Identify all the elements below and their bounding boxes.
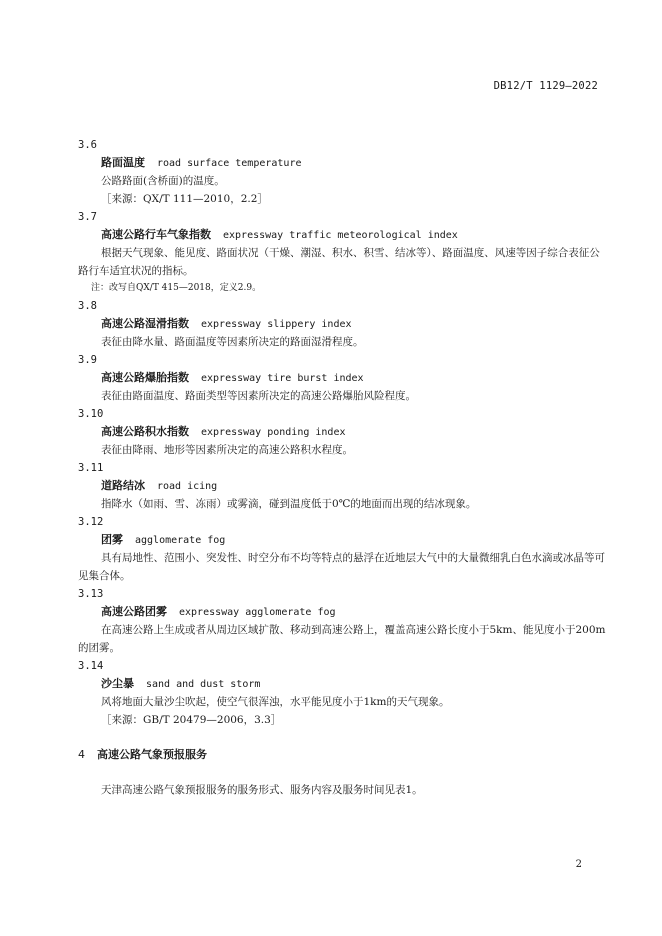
term-entry-3-11 [78, 459, 608, 513]
term-en: road surface temperature [157, 158, 302, 169]
term-entry-3-6 [78, 136, 608, 208]
entry-number: 3.8 [78, 300, 97, 312]
term-heading [78, 154, 608, 172]
term-heading [78, 315, 608, 333]
section-paragraph: 天津高速公路气象预报服务的服务形式、服务内容及服务时间见表1。 [101, 784, 423, 796]
term-definition: 公路路面(含桥面)的温度。 [101, 175, 225, 187]
term-entry-3-8 [78, 297, 608, 351]
term-zh: 高速公路积水指数 [101, 425, 189, 438]
term-en: agglomerate fog [135, 535, 226, 546]
term-zh: 高速公路行车气象指数 [101, 228, 211, 241]
term-en: expressway ponding index [201, 427, 346, 438]
term-entry-3-7 [78, 208, 608, 297]
term-entry-3-12 [78, 513, 608, 585]
term-definition: 表征由降水量、路面温度等因素所决定的路面湿滑程度。 [101, 336, 364, 348]
section-title: 高速公路气象预报服务 [97, 748, 207, 761]
term-zh: 高速公路团雾 [101, 605, 167, 618]
term-zh: 沙尘暴 [101, 677, 134, 690]
term-heading [78, 369, 608, 387]
entry-number: 3.6 [78, 139, 97, 151]
page-number: 2 [575, 859, 582, 870]
term-definition: 风将地面大量沙尘吹起，使空气很浑浊，水平能见度小于1km的天气现象。 [101, 696, 450, 708]
entry-number: 3.13 [78, 588, 104, 600]
term-heading [78, 531, 608, 549]
term-entry-3-13 [78, 585, 608, 657]
entry-number: 3.9 [78, 354, 97, 366]
section-heading [78, 746, 608, 764]
term-entry-3-10 [78, 405, 608, 459]
term-definition: 在高速公路上生成或者从周边区域扩散、移动到高速公路上，覆盖高速公路长度小于5km、能见度小于200m的团雾。 [78, 624, 606, 654]
entry-number: 3.7 [78, 211, 97, 223]
entry-number: 3.10 [78, 408, 104, 420]
term-definition: 根据天气现象、能见度、路面状况（干燥、潮湿、积水、积雪、结冰等）、路面温度、风速等因子综合表征公路行车适宜状况的指标。 [78, 247, 600, 277]
term-note: 注：改写自QX/T 415—2018，定义2.9。 [91, 283, 262, 293]
term-source: ［来源：GB/T 20479—2006，3.3］ [101, 714, 282, 726]
term-en: expressway tire burst index [201, 373, 364, 384]
term-en: road icing [157, 481, 218, 492]
term-heading [78, 675, 608, 693]
term-zh: 路面温度 [101, 156, 145, 169]
section-number: 4 [78, 748, 85, 761]
term-entry-3-9 [78, 351, 608, 405]
term-zh: 团雾 [101, 533, 123, 546]
term-heading [78, 603, 608, 621]
term-en: expressway agglomerate fog [179, 607, 336, 618]
entry-number: 3.11 [78, 462, 104, 474]
entry-number: 3.14 [78, 660, 104, 672]
term-en: sand and dust storm [146, 679, 261, 690]
term-en: expressway slippery index [201, 319, 352, 330]
entry-number: 3.12 [78, 516, 104, 528]
term-heading [78, 477, 608, 495]
term-definition: 具有局地性、范围小、突发性、时空分布不均等特点的悬浮在近地层大气中的大量微细乳白色水滴或冰晶等可见集合体。 [78, 552, 605, 582]
term-heading [78, 423, 608, 441]
term-definition: 表征由路面温度、路面类型等因素所决定的高速公路爆胎风险程度。 [101, 390, 416, 402]
document-body [78, 136, 608, 799]
term-en: expressway traffic meteorological index [223, 230, 458, 241]
term-definition: 指降水（如雨、雪、冻雨）或雾滴，碰到温度低于0℃的地面而出现的结冰现象。 [101, 498, 477, 510]
term-heading [78, 226, 608, 244]
term-source: ［来源：QX/T 111—2010，2.2］ [101, 193, 268, 205]
term-zh: 高速公路爆胎指数 [101, 371, 189, 384]
term-zh: 高速公路湿滑指数 [101, 317, 189, 330]
term-entry-3-14 [78, 657, 608, 729]
document-id: DB12/T 1129—2022 [493, 80, 598, 92]
term-zh: 道路结冰 [101, 479, 145, 492]
term-definition: 表征由降雨、地形等因素所决定的高速公路积水程度。 [101, 444, 353, 456]
